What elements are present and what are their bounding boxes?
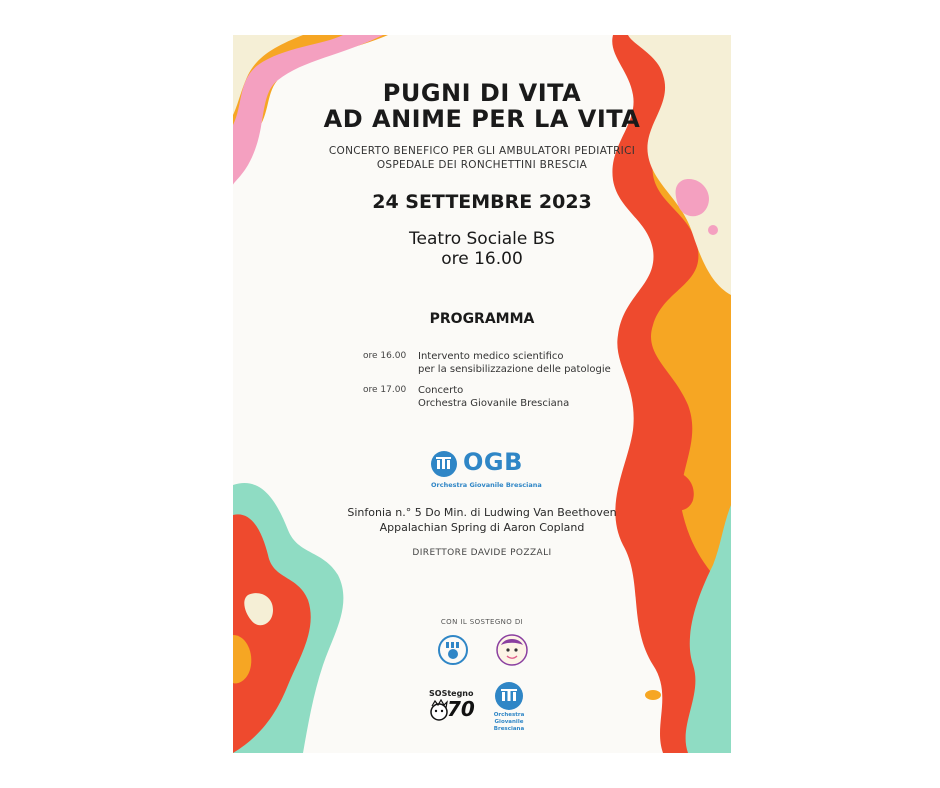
program-description <box>418 350 678 376</box>
program-piece: Sinfonia n.° 5 Do Min. di Ludwing Van Beethoven <box>347 506 617 519</box>
ogb-small-line-1: Orchestra <box>493 712 525 718</box>
program-description <box>418 384 678 410</box>
program-line-1: Intervento medico scientifico <box>418 351 564 362</box>
poster-title-line-1: PUGNI DI VITA <box>382 79 582 107</box>
ogb-small-label <box>485 712 533 733</box>
program-time: ore 17.00 <box>363 385 407 395</box>
program-item <box>363 384 693 414</box>
ogb-logo-icon <box>431 451 457 477</box>
poster-title-line-2: AD ANIME PER LA VITA <box>323 105 641 133</box>
ogb-logo-subtitle: Orchestra Giovanile Bresciana <box>431 481 542 489</box>
program-piece: Appalachian Spring di Aaron Copland <box>379 521 585 534</box>
sostegno-text: SOStegno <box>429 689 474 698</box>
support-label: CON IL SOSTEGNO DI <box>440 618 524 626</box>
program-item <box>363 350 693 380</box>
right-orange-dot <box>645 690 661 700</box>
program-time: ore 16.00 <box>363 351 407 361</box>
program-heading: PROGRAMMA <box>429 311 535 327</box>
ogb-small-line-3: Bresciana <box>493 726 525 732</box>
ogb-small-logo-icon <box>495 682 523 710</box>
conductor-name: DIRETTORE DAVIDE POZZALI <box>412 548 552 558</box>
program-line-2: per la sensibilizzazione delle patologie <box>418 364 611 375</box>
sponsor-circle-logo-icon <box>438 635 468 665</box>
subtitle-line-1: CONCERTO BENEFICO PER GLI AMBULATORI PEDIATRICI <box>328 145 636 157</box>
event-time: ore 16.00 <box>441 249 523 269</box>
ogb-logo-text: OGB <box>463 448 523 476</box>
sostegno-number: 70 <box>447 697 475 721</box>
sponsor-face-logo-icon <box>495 633 529 667</box>
ogb-small-line-2: Giovanile <box>494 719 524 725</box>
event-poster <box>233 35 731 753</box>
event-date: 24 SETTEMBRE 2023 <box>372 191 592 213</box>
program-line-1: Concerto <box>418 385 464 396</box>
subtitle-line-2: OSPEDALE DEI RONCHETTINI BRESCIA <box>376 159 588 171</box>
cartoon-face-icon <box>429 699 449 723</box>
program-line-2: Orchestra Giovanile Bresciana <box>418 398 570 409</box>
sostegno-70-logo <box>429 689 475 725</box>
event-venue: Teatro Sociale BS <box>409 229 555 249</box>
